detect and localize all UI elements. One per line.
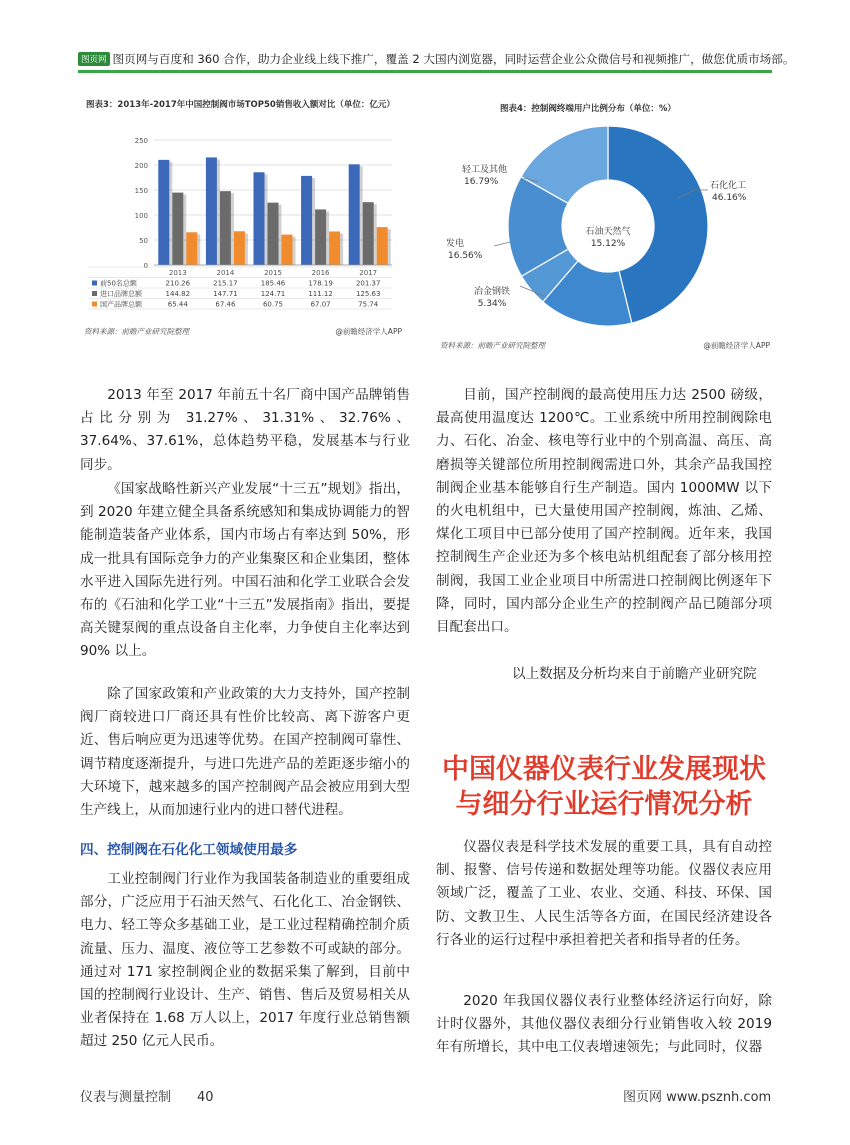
right-paragraph-1: 目前，国产控制阀的最高使用压力达 2500 磅级，最高使用温度达 1200℃。工业系统中所用控制阀除电力、石化、冶金、核电等行业中的个别高温、高压、高磨损等关键部位所用控制阀需进口外，其余产品我国控制阀企业基本能够自行生产制造。国内 1000MW 以下的火电机组中，已大量使用国产控制阀，炼油、乙烯、煤化工项目中已部分使用了国产控制阀。近年来，我国控制阀生产企业还为多个核电站机组配套了部分核用控制阀，我国工业企业项目中所需进口控制阀比例逐年下降，同时，国内部分企业生产的控制阀产品已随部分项目配套出口。 [436, 387, 772, 636]
legend-swatch [92, 302, 97, 307]
bar-shade [169, 162, 172, 265]
data-label: 210.26 [165, 279, 191, 288]
footer-website: 图页网 www.psznh.com [623, 1090, 772, 1105]
data-label: 75.74 [358, 300, 379, 309]
y-tick-label: 250 [134, 137, 148, 145]
footer-publication: 仪表与测量控制 40 [80, 1090, 214, 1105]
bar-shade [326, 211, 329, 265]
bar-shade [231, 193, 234, 265]
data-label: 147.71 [213, 290, 238, 298]
bar-chart-svg [80, 110, 402, 330]
legend-label: 进口品牌总额 [100, 290, 142, 298]
slice-label: 轻工及其他 [462, 165, 508, 175]
y-tick-label: 200 [134, 162, 148, 170]
bar [186, 232, 197, 265]
section-heading: 四、控制阀在石化化工领域使用最多 [80, 842, 298, 858]
x-tick-label: 2016 [311, 269, 330, 277]
x-tick-label: 2017 [359, 269, 378, 277]
slice-value-label: 16.56% [448, 251, 483, 261]
bar [363, 202, 374, 265]
chart-credit: @前瞻经济学人APP [335, 327, 402, 336]
bar-shade [265, 174, 268, 265]
legend-swatch [92, 281, 97, 286]
y-tick-label: 150 [134, 187, 148, 195]
legend-label: 国产品牌总额 [100, 300, 142, 309]
right-paragraph-3: 2020 年我国仪器仪表行业整体经济运行向好，除计时仪器外，其他仪器仪表细分行业销售收入较 2019 年有所增长，其中电工仪表增速领先；与此同时，仪器 [436, 993, 772, 1056]
chart-title: 图表4：控制阀终端用户比例分布（单位：%） [500, 104, 676, 114]
slice-value-label: 46.16% [712, 193, 747, 203]
data-label: 60.75 [262, 300, 284, 309]
legend-label: 前50名总额 [100, 279, 137, 288]
slice-value-label: 16.79% [464, 177, 499, 187]
data-source-note: 以上数据及分析均来自于前瞻产业研究院 [512, 666, 757, 682]
chart-source: 资料来源：前瞻产业研究院整理 [84, 327, 189, 336]
data-label: 215.17 [213, 279, 238, 288]
bar-shade [293, 237, 296, 265]
banner-text: 图页网与百度和 360 合作，助力企业线上线下推广，覆盖 2 大国内浏览器，同时运营企业公众微信号和视频推广，做您优质市场部。 [112, 52, 795, 66]
x-tick-label: 2013 [168, 269, 187, 277]
legend-swatch [92, 291, 97, 296]
y-tick-label: 50 [139, 237, 148, 245]
article-title: 中国仪器仪表行业发展现状与细分行业运行情况分析 [442, 754, 766, 820]
bar-shade [360, 166, 363, 265]
slice-label: 石油天然气 [585, 227, 631, 237]
x-tick-label: 2014 [216, 269, 235, 277]
bar [172, 193, 183, 265]
bar-shade [388, 229, 391, 265]
data-label: 124.71 [260, 290, 286, 298]
figure-3-bar-chart [80, 90, 402, 340]
bar-shade [183, 195, 186, 265]
bar [234, 231, 245, 265]
data-label: 125.63 [355, 290, 381, 298]
bar [282, 235, 293, 265]
donut-chart-svg [438, 120, 770, 335]
bar-shade [197, 234, 200, 265]
bar-shade [245, 233, 248, 265]
chart-credit: @前瞻经济学人APP [703, 341, 770, 350]
y-tick-label: 100 [134, 212, 148, 220]
data-label: 67.46 [215, 300, 236, 309]
bar [268, 203, 279, 265]
figure-4-donut-chart [438, 90, 770, 352]
data-label: 65.44 [167, 300, 188, 309]
bar-shade [374, 204, 377, 265]
site-logo: 图页网 [78, 52, 110, 66]
data-label: 201.37 [355, 279, 381, 288]
bar [220, 191, 231, 265]
left-paragraph-1: 2013 年至 2017 年前五十名厂商中国产品牌销售占比分别为 31.27%、31.31%、32.76%、37.64%、37.61%，总体趋势平稳，发展基本与行业同步。 [80, 387, 410, 473]
slice-value-label: 15.12% [590, 239, 626, 249]
y-tick-label: 0 [143, 262, 148, 270]
bar-shade [217, 159, 220, 265]
slice-label: 发电 [446, 239, 465, 249]
data-label: 144.82 [165, 290, 191, 298]
bar [377, 227, 388, 265]
leader-line [494, 242, 510, 246]
bar [301, 176, 312, 265]
banner-divider [78, 70, 772, 73]
data-label: 111.12 [308, 290, 333, 298]
bar-shade [279, 205, 282, 265]
top-banner [78, 50, 795, 68]
bar [315, 209, 326, 265]
right-paragraph-2: 仪器仪表是科学技术发展的重要工具，具有自动控制、报警、信号传递和数据处理等功能。仪器仪表应用领域广泛，覆盖了工业、农业、交通、科技、环保、国防、文教卫生、人民生活等各方面，在国民经济建设各行各业的运行过程中承担着把关者和指导者的任务。 [436, 839, 772, 948]
bar-shade [312, 178, 315, 265]
bar [349, 164, 360, 265]
bar-shade [340, 233, 343, 265]
left-paragraph-4: 工业控制阀门行业作为我国装备制造业的重要组成部分，广泛应用于石油天然气、石化化工、冶金钢铁、电力、轻工等众多基础工业，是工业过程精确控制介质流量、压力、温度、液位等工艺参数不可或缺的部分。通过对 171 家控制阀企业的数据采集了解到，目前中国的控制阀行业设计、生产、销售、售后及贸易相关从业者保持在 1.68 万人以上，2017 年度行业总销售额超过 250 亿元人民币。 [80, 871, 410, 1050]
bar [158, 160, 169, 265]
data-label: 178.19 [308, 279, 333, 288]
left-paragraph-2: 《国家战略性新兴产业发展“十三五”规划》指出，到 2020 年建立健全具备系统感知和集成协调能力的智能制造装备产业体系，国内市场占有率达到 50%，形成一批具有国际竞争力的产业集聚区和企业集团，整体水平进入国际先进行列。中国石油和化学工业联合会发布的《石油和化学工业“十三五”发展指南》指出，要提高关键泵阀的重点设备自主化率，力争使自主化率达到 90% 以上。 [80, 481, 410, 660]
bar [254, 172, 265, 265]
slice-label: 石化化工 [710, 181, 747, 191]
chart-title: 图表3：2013年-2017年中国控制阀市场TOP50销售收入额对比（单位：亿元） [86, 100, 395, 110]
bar [329, 231, 340, 265]
x-tick-label: 2015 [264, 269, 282, 277]
data-label: 67.07 [310, 300, 331, 309]
bar [206, 157, 217, 265]
chart-source: 资料来源：前瞻产业研究院整理 [440, 341, 545, 350]
slice-value-label: 5.34% [477, 299, 507, 309]
slice-label: 冶金钢铁 [473, 287, 511, 297]
data-label: 185.46 [260, 279, 286, 288]
left-paragraph-3: 除了国家政策和产业政策的大力支持外，国产控制阀厂商较进口厂商还具有性价比较高、离下游客户更近、售后响应更为迅速等优势。在国产控制阀可靠性、调节精度逐渐提升，与进口先进产品的差距逐步缩小的大环境下，越来越多的国产控制阀产品会被应用到大型生产线上，从而加速行业内的进口替代进程。 [80, 686, 410, 819]
